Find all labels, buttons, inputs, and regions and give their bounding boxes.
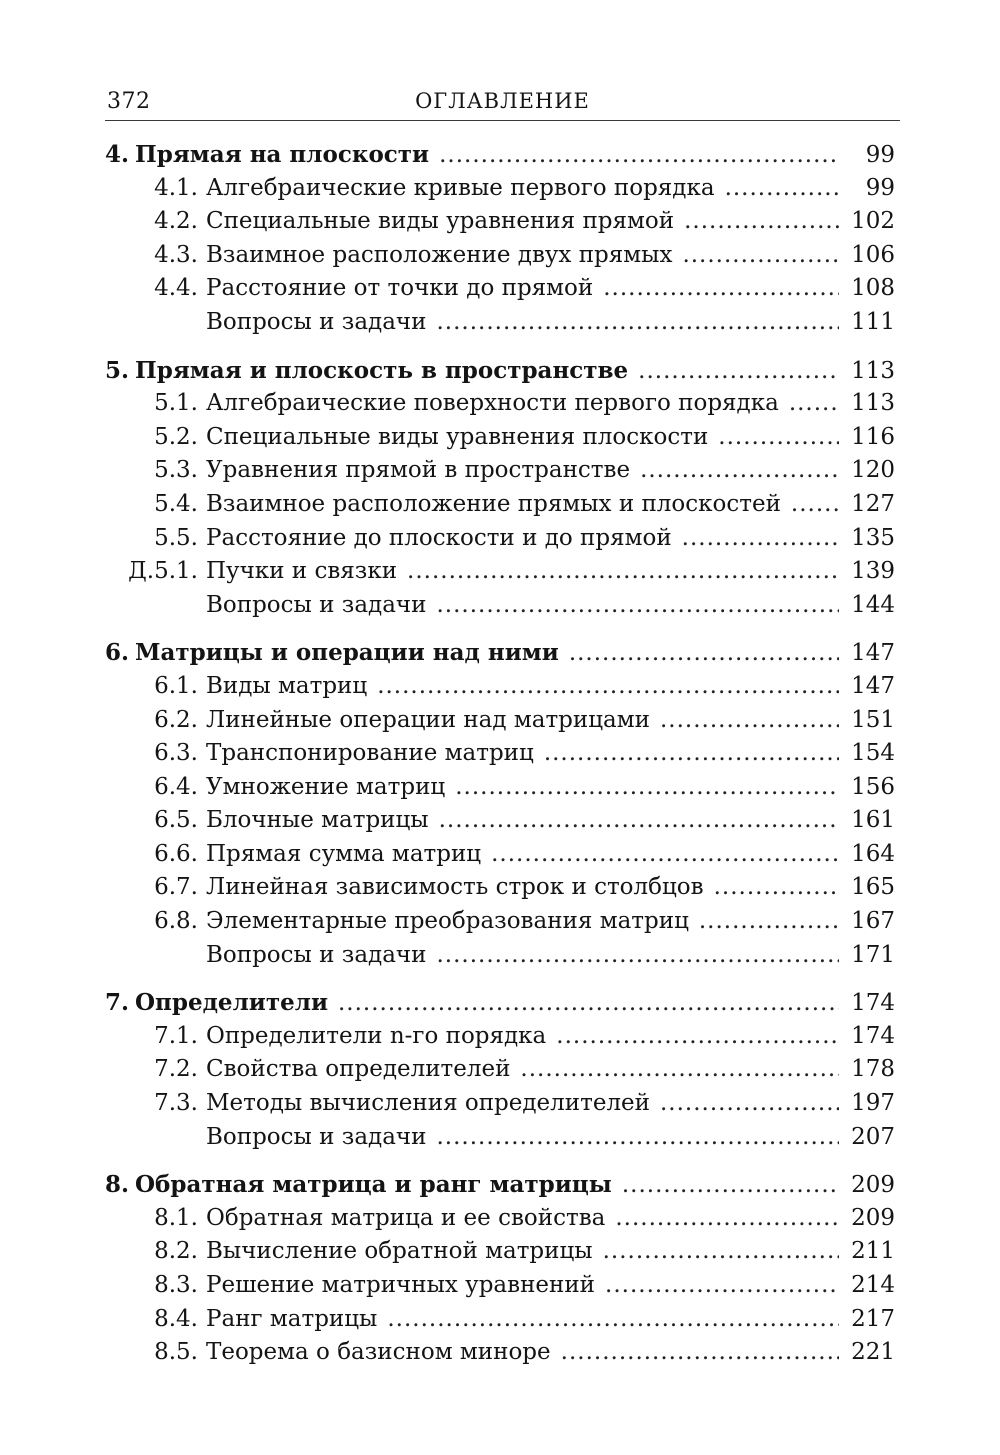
toc-number: 5.3. [154, 457, 198, 484]
toc-page-number: 161 [851, 807, 895, 834]
toc-chapter[interactable] [105, 354, 895, 388]
toc-entry[interactable] [105, 1202, 895, 1236]
toc-entry[interactable] [105, 1053, 895, 1087]
toc-number: 4.4. [154, 275, 198, 302]
dot-leader [569, 637, 839, 671]
toc-entry[interactable] [105, 670, 895, 704]
toc-entry[interactable] [105, 205, 895, 239]
toc-title: Прямая и плоскость в пространстве [135, 356, 629, 384]
toc-page-number: 209 [851, 1204, 895, 1231]
toc-title: Методы вычисления определителей [206, 1090, 650, 1117]
toc-title: Взаимное расположение прямых и плоскостей [206, 490, 781, 517]
toc-entry[interactable] [105, 555, 895, 589]
toc-number: 8.2. [154, 1238, 198, 1265]
running-title: ОГЛАВЛЕНИЕ [415, 89, 590, 113]
dot-leader [436, 1121, 839, 1155]
toc-page-number: 174 [851, 990, 895, 1017]
dot-leader [718, 421, 839, 455]
dot-leader [682, 239, 839, 273]
toc-page-number: 147 [851, 672, 895, 699]
dot-leader [615, 1202, 839, 1236]
toc-title: Линейная зависимость строк и столбцов [206, 874, 704, 901]
toc-page-number: 178 [851, 1056, 895, 1083]
dot-leader [544, 737, 839, 771]
toc-number: 8.1. [154, 1204, 198, 1231]
toc-entry[interactable] [105, 1087, 895, 1121]
dot-leader [603, 1235, 839, 1269]
toc-chapter[interactable] [105, 1168, 895, 1202]
dot-leader [387, 1303, 839, 1337]
toc-chapter[interactable] [105, 986, 895, 1020]
toc-page-number: 139 [851, 558, 895, 585]
toc-entry[interactable] [105, 522, 895, 556]
toc-number: 5.5. [154, 524, 198, 551]
toc-page-number: 207 [851, 1123, 895, 1150]
dot-leader [436, 939, 839, 973]
toc-page-number: 127 [851, 490, 895, 517]
toc-number: 6.1. [154, 672, 198, 699]
toc-title: Вопросы и задачи [206, 591, 427, 618]
dot-leader [791, 488, 839, 522]
toc-entry[interactable] [105, 704, 895, 738]
dot-leader [725, 172, 839, 206]
toc-number: 7. [105, 989, 130, 1017]
toc-page-number: 106 [851, 241, 895, 268]
toc-title: Алгебраические поверхности первого порядка [206, 390, 779, 417]
dot-leader [622, 1169, 839, 1203]
toc-page-number: 154 [851, 740, 895, 767]
dot-leader [377, 670, 839, 704]
dot-leader [491, 838, 839, 872]
toc-number: 4. [105, 141, 130, 168]
toc-title: Ранг матрицы [206, 1305, 378, 1332]
toc-number: 8. [105, 1171, 130, 1199]
toc-number: 6.4. [154, 773, 198, 800]
dot-leader [439, 139, 839, 173]
toc-title: Специальные виды уравнения плоскости [206, 423, 709, 450]
toc-title: Умножение матриц [206, 773, 446, 800]
toc-page-number: 151 [851, 706, 895, 733]
toc-title: Обратная матрица и ее свойства [206, 1204, 606, 1231]
running-header [105, 86, 900, 121]
toc-page-number: 211 [851, 1238, 895, 1265]
toc-number: 4.1. [154, 174, 198, 201]
toc-title: Взаимное расположение двух прямых [206, 241, 673, 268]
toc-number: 6.2. [154, 706, 198, 733]
dot-leader [436, 306, 839, 340]
toc-entry[interactable] [105, 272, 895, 306]
dot-leader [699, 905, 839, 939]
toc-entry[interactable] [105, 421, 895, 455]
toc-title: Расстояние до плоскости и до прямой [206, 524, 672, 551]
toc-title: Уравнения прямой в пространстве [206, 457, 631, 484]
toc-title: Расстояние от точки до прямой [206, 275, 594, 302]
toc-title: Пучки и связки [206, 558, 398, 585]
toc-title: Обратная матрица и ранг матрицы [135, 1171, 612, 1199]
toc-entry[interactable] [105, 838, 895, 872]
toc-entry[interactable] [105, 306, 895, 340]
toc-number: 6.3. [154, 740, 198, 767]
toc-page-number: 174 [851, 1022, 895, 1049]
toc-title: Блочные матрицы [206, 807, 429, 834]
toc-title: Виды матриц [206, 672, 368, 699]
toc-title: Прямая сумма матриц [206, 840, 482, 867]
toc-entry[interactable] [105, 1269, 895, 1303]
toc-number: 8.5. [154, 1339, 198, 1366]
toc-title: Вопросы и задачи [206, 1123, 427, 1150]
toc-title: Алгебраические кривые первого порядка [206, 174, 715, 201]
toc-page-number: 217 [851, 1305, 895, 1332]
toc-number: 5.1. [154, 390, 198, 417]
toc-title: Свойства определителей [206, 1056, 511, 1083]
toc-page-number: 113 [851, 357, 895, 384]
dot-leader [660, 1087, 839, 1121]
toc-number: 4.3. [154, 241, 198, 268]
toc-entry[interactable] [105, 239, 895, 273]
toc-page-number: 209 [851, 1172, 895, 1199]
toc-page-number: 147 [851, 640, 895, 667]
toc-page-number: 164 [851, 840, 895, 867]
toc-title: Определители n-го порядка [206, 1022, 547, 1049]
toc-entry[interactable] [105, 871, 895, 905]
toc-entry[interactable] [105, 1303, 895, 1337]
toc-number: 4.2. [154, 208, 198, 235]
toc-number: 5.2. [154, 423, 198, 450]
toc-page-number: 156 [851, 773, 895, 800]
toc-number: 6.8. [154, 908, 198, 935]
toc-entry[interactable] [105, 905, 895, 939]
toc-page-number: 167 [851, 908, 895, 935]
toc-entry[interactable] [105, 454, 895, 488]
dot-leader [338, 987, 839, 1021]
toc-title: Матрицы и операции над ними [135, 639, 559, 667]
toc-page-number: 144 [851, 591, 895, 618]
toc-number: 8.4. [154, 1305, 198, 1332]
toc-title: Вопросы и задачи [206, 308, 427, 335]
toc-entry[interactable] [105, 488, 895, 522]
toc-number: 7.3. [154, 1090, 198, 1117]
dot-leader [561, 1336, 839, 1370]
toc-number: 6.5. [154, 807, 198, 834]
page-number: 372 [107, 89, 151, 114]
dot-leader [638, 355, 839, 389]
toc-number: 6.7. [154, 874, 198, 901]
toc-page-number: 120 [851, 457, 895, 484]
toc-number: 7.1. [154, 1022, 198, 1049]
toc-title: Линейные операции над матрицами [206, 706, 650, 733]
dot-leader [407, 555, 839, 589]
toc-page-number: 113 [851, 390, 895, 417]
toc-title: Прямая на плоскости [135, 141, 430, 168]
toc-number: 6.6. [154, 840, 198, 867]
dot-leader [714, 871, 839, 905]
dot-leader [682, 522, 839, 556]
toc-number: 6. [105, 639, 130, 667]
toc-entry[interactable] [105, 939, 895, 973]
toc-entry[interactable] [105, 172, 895, 206]
toc-page-number: 116 [851, 423, 895, 450]
toc-page-number: 165 [851, 874, 895, 901]
toc-page-number: 99 [865, 174, 895, 201]
toc-page-number: 197 [851, 1090, 895, 1117]
dot-leader [660, 704, 839, 738]
toc-title: Определители [135, 989, 328, 1017]
toc-title: Решение матричных уравнений [206, 1272, 596, 1298]
toc-entry[interactable] [105, 387, 895, 421]
toc-title: Теорема о базисном миноре [206, 1339, 551, 1366]
toc-entry[interactable] [105, 771, 895, 805]
toc-entry[interactable] [105, 1121, 895, 1155]
table-of-contents [105, 138, 895, 1370]
toc-chapter[interactable] [105, 636, 895, 670]
toc-entry[interactable] [105, 1020, 895, 1054]
toc-number: 5.4. [154, 490, 198, 517]
toc-chapter[interactable] [105, 138, 895, 172]
dot-leader [455, 771, 839, 805]
toc-number: 5. [105, 356, 130, 384]
dot-leader [789, 387, 839, 421]
toc-number: Д.5.1. [128, 558, 198, 585]
toc-page-number: 99 [865, 142, 895, 168]
dot-leader [439, 804, 839, 838]
toc-title: Вопросы и задачи [206, 941, 427, 968]
dot-leader [640, 454, 839, 488]
toc-page-number: 171 [851, 941, 895, 968]
toc-page-number: 111 [851, 308, 895, 335]
dot-leader [520, 1053, 839, 1087]
toc-title: Специальные виды уравнения прямой [206, 208, 675, 235]
toc-page-number: 108 [851, 275, 895, 302]
toc-entry[interactable] [105, 1336, 895, 1370]
dot-leader [605, 1269, 839, 1303]
toc-entry[interactable] [105, 1235, 895, 1269]
toc-page-number: 135 [851, 524, 895, 551]
toc-page-number: 214 [851, 1272, 895, 1298]
dot-leader [436, 589, 839, 623]
toc-entry[interactable] [105, 589, 895, 623]
toc-page-number: 102 [851, 208, 895, 235]
toc-entry[interactable] [105, 804, 895, 838]
toc-title: Элементарные преобразования матриц [206, 908, 689, 935]
toc-number: 8.3. [154, 1272, 198, 1298]
toc-title: Транспонирование матриц [206, 740, 534, 767]
toc-title: Вычисление обратной матрицы [206, 1238, 593, 1265]
dot-leader [556, 1020, 839, 1054]
toc-entry[interactable] [105, 737, 895, 771]
toc-page-number: 221 [851, 1339, 895, 1366]
dot-leader [684, 205, 839, 239]
dot-leader [603, 272, 839, 306]
toc-number: 7.2. [154, 1056, 198, 1083]
